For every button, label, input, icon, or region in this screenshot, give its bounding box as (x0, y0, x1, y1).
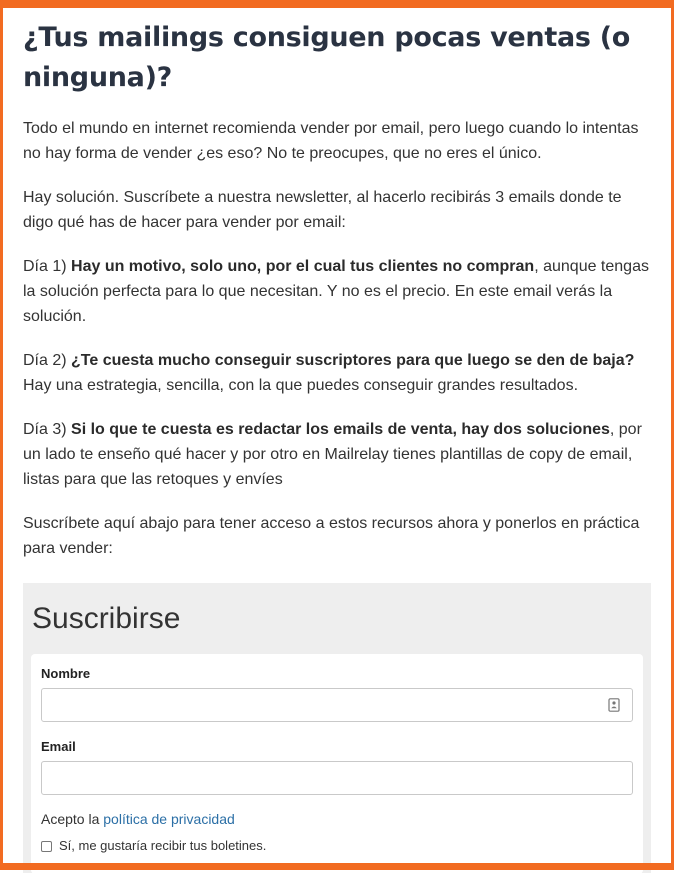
newsletter-option[interactable] (41, 838, 633, 854)
day2-text: Hay una estrategia, sencilla, con la que puedes conseguir grandes resultados. (23, 377, 579, 394)
day3-highlight: Si lo que te cuesta es redactar los emails de venta, hay dos soluciones (71, 421, 610, 438)
privacy-notice (41, 810, 633, 828)
privacy-prefix: Acepto la (41, 811, 104, 827)
subscribe-form (23, 583, 651, 873)
email-input[interactable] (42, 762, 632, 794)
solution-paragraph: Hay solución. Suscríbete a nuestra newsletter, al hacerlo recibirás 3 emails donde te digo qué has de hacer para vender por email: (23, 189, 622, 231)
intro-paragraph: Todo el mundo en internet recomienda vender por email, pero luego cuando lo intentas no hay forma de vender ¿es eso? No te preocupes, que no eres el único. (23, 120, 639, 162)
article (23, 8, 651, 873)
day1-paragraph (23, 254, 651, 329)
newsletter-checkbox[interactable] (41, 841, 52, 852)
day2-paragraph (23, 348, 651, 398)
day3-prefix: Día 3) (23, 421, 72, 438)
name-label: Nombre (41, 666, 91, 681)
newsletter-label: Sí, me gustaría recibir tus boletines. (59, 838, 267, 853)
day2-prefix: Día 2) (23, 352, 72, 369)
privacy-policy-link[interactable]: política de privacidad (103, 811, 235, 827)
email-label: Email (41, 739, 76, 754)
contact-card-icon[interactable] (608, 698, 620, 712)
day2-highlight: ¿Te cuesta mucho conseguir suscriptores para que luego se den de baja? (71, 352, 635, 369)
name-field[interactable] (41, 688, 633, 722)
cta-paragraph: Suscríbete aquí abajo para tener acceso a estos recursos ahora y ponerlos en práctica para vender: (23, 515, 640, 557)
email-field[interactable] (41, 761, 633, 795)
form-fields (31, 654, 643, 874)
day3-text: , por un lado te enseño qué hacer y por otro en Mailrelay tienes plantillas de copy de email, listas para que las retoques y envíes (23, 421, 642, 488)
day1-text: , aunque tengas la solución perfecta para lo que necesitan. Y no es el precio. En este email verás la solución. (23, 258, 649, 325)
day1-prefix: Día 1) (23, 258, 72, 275)
name-input[interactable] (42, 689, 632, 721)
day1-highlight: Hay un motivo, solo uno, por el cual tus clientes no compran (71, 258, 535, 275)
page-title: ¿Tus mailings consiguen pocas ventas (o ninguna)? (23, 22, 631, 93)
day3-paragraph (23, 417, 651, 492)
form-title: Suscribirse (32, 602, 181, 635)
